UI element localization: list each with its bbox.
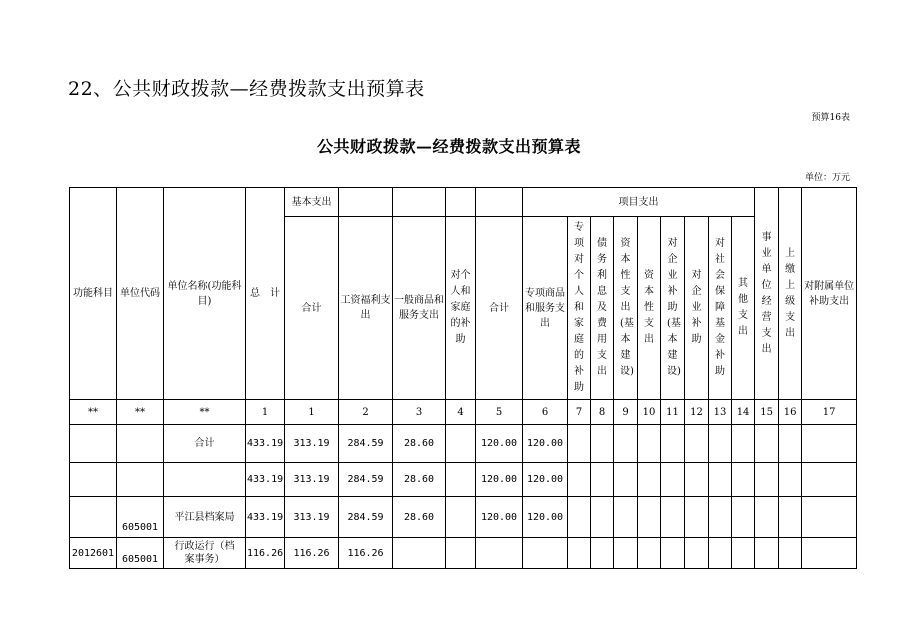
header-social-security-text: 对社会保障基金补助 [715, 238, 725, 377]
cell-goods: 28.60 [393, 425, 446, 463]
header-blank [446, 188, 476, 217]
header-unit-name: 单位名称(功能科目) [164, 188, 246, 400]
index-cell: 8 [591, 400, 614, 425]
cell-goods [393, 538, 446, 569]
cell-empty [568, 497, 591, 538]
table-number: 预算16表 [811, 113, 850, 123]
table-row [70, 425, 857, 463]
index-row [70, 400, 857, 425]
cell-empty [802, 425, 857, 463]
cell-wages: 284.59 [339, 497, 393, 538]
index-cell: 14 [732, 400, 755, 425]
header-blank [476, 188, 523, 217]
index-cell: 2 [339, 400, 393, 425]
header-other-text: 其他支出 [738, 278, 749, 337]
cell-empty [802, 463, 857, 497]
cell-empty [614, 425, 638, 463]
cell-basic-total: 313.19 [285, 463, 339, 497]
cell-unit-name: 行政运行（档案事务） [164, 538, 246, 569]
cell-empty [709, 425, 732, 463]
cell-unit-code [117, 425, 164, 463]
cell-func-subject [70, 425, 117, 463]
cell-empty [685, 538, 709, 569]
cell-empty [685, 497, 709, 538]
header-capital-text: 资本性支出 [644, 270, 654, 345]
cell-empty [732, 538, 755, 569]
cell-empty [638, 463, 661, 497]
cell-total: 433.19 [246, 497, 285, 538]
header-basic-total: 合计 [285, 217, 339, 400]
cell-empty [685, 463, 709, 497]
cell-empty [568, 463, 591, 497]
cell-empty [638, 425, 661, 463]
index-cell: 17 [802, 400, 857, 425]
cell-empty [802, 497, 857, 538]
table-row [70, 497, 857, 538]
index-cell: ** [164, 400, 246, 425]
header-goods: 一般商品和服务支出 [393, 217, 446, 400]
index-cell: 12 [685, 400, 709, 425]
header-enterprise-basic [661, 217, 685, 400]
header-project-group: 项目支出 [523, 188, 755, 217]
cell-func-subject: 2012601 [70, 538, 117, 569]
cell-empty [709, 497, 732, 538]
index-cell: 6 [523, 400, 568, 425]
unit-label: 单位：万元 [804, 173, 850, 183]
header-social-security [709, 217, 732, 400]
cell-goods: 28.60 [393, 463, 446, 497]
header-blank [339, 188, 393, 217]
header-capital-basic [614, 217, 638, 400]
cell-wages: 284.59 [339, 425, 393, 463]
page-heading: 22、公共财政拨款—经费拨款支出预算表 [68, 78, 425, 100]
cell-total: 433.19 [246, 463, 285, 497]
cell-empty [591, 538, 614, 569]
cell-project-total [476, 538, 523, 569]
header-other [732, 217, 755, 400]
cell-empty [779, 538, 802, 569]
cell-func-subject [70, 497, 117, 538]
cell-empty [638, 538, 661, 569]
index-cell: 3 [393, 400, 446, 425]
cell-empty [568, 538, 591, 569]
header-superior [779, 188, 802, 400]
index-cell: 7 [568, 400, 591, 425]
table-row [70, 463, 857, 497]
cell-empty [661, 538, 685, 569]
cell-wages: 116.26 [339, 538, 393, 569]
cell-empty [755, 497, 779, 538]
header-superior-text: 上缴上级支出 [785, 247, 796, 339]
cell-empty [732, 497, 755, 538]
header-subsidy-personal [446, 217, 476, 400]
cell-empty [802, 538, 857, 569]
cell-empty [591, 425, 614, 463]
cell-unit-name: 平江县档案局 [164, 497, 246, 538]
index-cell: 13 [709, 400, 732, 425]
header-total: 总 计 [246, 188, 285, 400]
cell-empty [779, 463, 802, 497]
header-special-goods: 专项商品和服务支出 [523, 217, 568, 400]
cell-empty [779, 425, 802, 463]
cell-subsidy-personal [446, 538, 476, 569]
cell-empty [755, 463, 779, 497]
cell-basic-total: 313.19 [285, 425, 339, 463]
index-cell: 1 [285, 400, 339, 425]
header-debt-interest-text: 债务利息及费用支出 [597, 238, 607, 377]
header-blank [393, 188, 446, 217]
cell-special-goods: 120.00 [523, 463, 568, 497]
cell-goods: 28.60 [393, 497, 446, 538]
cell-empty [755, 538, 779, 569]
header-special-personal-text: 专项对个人和家庭的补助 [574, 222, 584, 393]
cell-empty [661, 497, 685, 538]
header-capital-basic-text: 资本性支出(基本建设) [620, 238, 634, 377]
cell-unit-code: 605001 [117, 538, 164, 569]
cell-unit-name [164, 463, 246, 497]
cell-subsidy-personal [446, 463, 476, 497]
cell-project-total: 120.00 [476, 425, 523, 463]
header-debt-interest [591, 217, 614, 400]
header-project-total: 合计 [476, 217, 523, 400]
cell-func-subject [70, 463, 117, 497]
index-cell: 15 [755, 400, 779, 425]
header-subsidy-personal-text: 对个人和家庭的补助 [450, 270, 471, 345]
index-cell: 1 [246, 400, 285, 425]
index-cell: 16 [779, 400, 802, 425]
header-func-subject: 功能科目 [70, 188, 117, 400]
cell-empty [685, 425, 709, 463]
cell-empty [614, 463, 638, 497]
cell-empty [591, 497, 614, 538]
cell-empty [779, 497, 802, 538]
table-title: 公共财政拨款—经费拨款支出预算表 [316, 137, 581, 156]
index-cell: 9 [614, 400, 638, 425]
header-affiliated: 对附属单位补助支出 [802, 188, 857, 400]
cell-total: 433.19 [246, 425, 285, 463]
cell-empty [755, 425, 779, 463]
cell-unit-code [117, 463, 164, 497]
cell-empty [732, 463, 755, 497]
cell-empty [661, 463, 685, 497]
cell-special-goods: 120.00 [523, 425, 568, 463]
cell-empty [591, 463, 614, 497]
cell-empty [614, 538, 638, 569]
cell-unit-code: 605001 [117, 497, 164, 538]
table-row [70, 538, 857, 569]
cell-empty [661, 425, 685, 463]
cell-total: 116.26 [246, 538, 285, 569]
cell-unit-name: 合计 [164, 425, 246, 463]
cell-basic-total: 116.26 [285, 538, 339, 569]
cell-project-total: 120.00 [476, 463, 523, 497]
header-enterprise [685, 217, 709, 400]
header-basic-group: 基本支出 [285, 188, 339, 217]
cell-empty [709, 538, 732, 569]
index-cell: 4 [446, 400, 476, 425]
cell-subsidy-personal [446, 425, 476, 463]
index-cell: ** [117, 400, 164, 425]
header-wages: 工资福利支出 [339, 217, 393, 400]
cell-special-goods: 120.00 [523, 497, 568, 538]
header-business-text: 事业单位经营支出 [761, 231, 772, 355]
cell-empty [638, 497, 661, 538]
cell-basic-total: 313.19 [285, 497, 339, 538]
cell-project-total: 120.00 [476, 497, 523, 538]
cell-empty [709, 463, 732, 497]
index-cell: 10 [638, 400, 661, 425]
cell-empty [614, 497, 638, 538]
cell-subsidy-personal [446, 497, 476, 538]
cell-empty [732, 425, 755, 463]
header-business [755, 188, 779, 400]
header-special-personal [568, 217, 591, 400]
index-cell: ** [70, 400, 117, 425]
header-enterprise-text: 对企业补助 [691, 270, 702, 345]
cell-wages: 284.59 [339, 463, 393, 497]
cell-special-goods [523, 538, 568, 569]
index-cell: 5 [476, 400, 523, 425]
budget-table [69, 187, 857, 569]
header-unit-code: 单位代码 [117, 188, 164, 400]
cell-empty [568, 425, 591, 463]
header-enterprise-basic-text: 对企业补助(基本建设) [667, 238, 681, 377]
header-capital [638, 217, 661, 400]
index-cell: 11 [661, 400, 685, 425]
